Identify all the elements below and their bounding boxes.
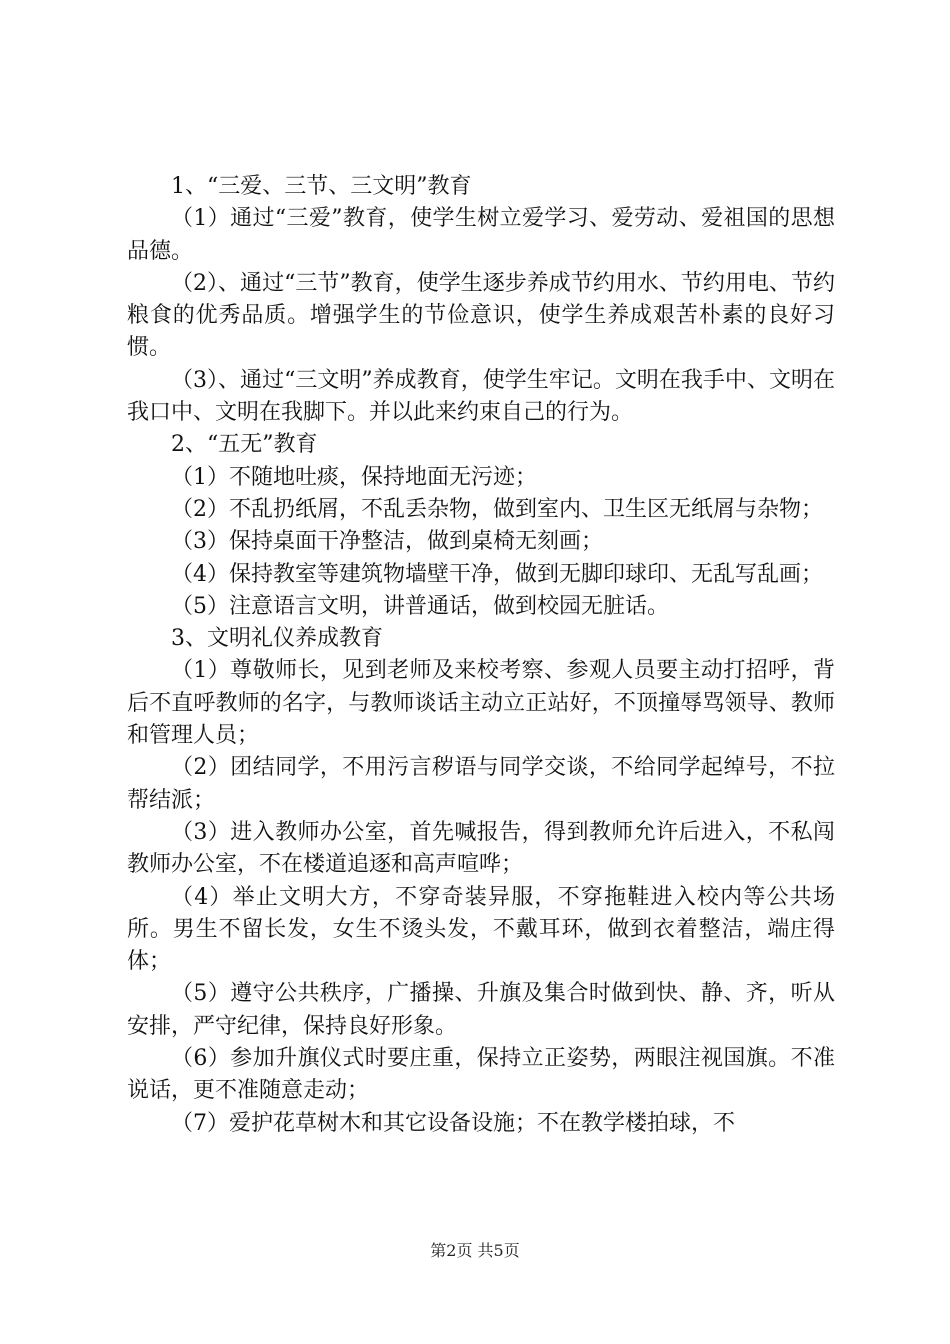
paragraph-1-3: （3）、通过“三文明”养成教育，使学生牢记。文明在我手中、文明在我口中、文明在我脚下。并以此来约束自己的行为。 xyxy=(127,367,835,426)
paragraph-2-1: （1）不随地吐痰，保持地面无污迹； xyxy=(171,464,537,490)
document-body xyxy=(127,171,835,1140)
paragraph-3-2: （2）团结同学，不用污言秽语与同学交谈，不给同学起绰号，不拉帮结派； xyxy=(127,755,835,813)
paragraph-3-3: （3）进入教师办公室，首先喊报告，得到教师允许后进入，不私闯教师办公室，不在楼道追逐和高声喧哗； xyxy=(127,819,835,878)
section-heading-3: 3、文明礼仪养成教育 xyxy=(171,626,383,652)
paragraph-1-1: （1）通过“三爱”教育，使学生树立爱学习、爱劳动、爱祖国的思想品德。 xyxy=(127,206,835,264)
paragraph-3-5: （5）遵守公共秩序，广播操、升旗及集合时做到快、静、齐，听从安排，严守纪律，保持良好形象。 xyxy=(127,981,835,1039)
paragraph-2-4: （4）保持教室等建筑物墙壁干净，做到无脚印球印、无乱写乱画； xyxy=(171,561,823,587)
paragraph-3-7: （7）爱护花草树木和其它设备设施；不在教学楼拍球，不 xyxy=(171,1110,735,1136)
paragraph-1-2: （2）、通过“三节”教育，使学生逐步养成节约用水、节约用电、节约粮食的优秀品质。增强学生的节俭意识，使学生养成艰苦朴素的良好习惯。 xyxy=(127,270,835,361)
paragraph-2-2: （2）不乱扔纸屑，不乱丢杂物，做到室内、卫生区无纸屑与杂物； xyxy=(171,496,823,522)
page-footer xyxy=(0,1241,950,1261)
page-number: 第2页 共5页 xyxy=(430,1241,520,1260)
paragraph-3-6: （6）参加升旗仪式时要庄重，保持立正姿势，两眼注视国旗。不准说话，更不准随意走动； xyxy=(127,1046,835,1104)
paragraph-3-1: （1）尊敬师长，见到老师及来校考察、参观人员要主动打招呼，背后不直呼教师的名字，与教师谈话主动立正站好，不顶撞辱骂领导、教师和管理人员； xyxy=(127,658,835,749)
section-heading-2: 2、“五无”教育 xyxy=(171,432,318,458)
paragraph-2-5: （5）注意语言文明，讲普通话，做到校园无脏话。 xyxy=(171,593,669,619)
paragraph-2-3: （3）保持桌面干净整洁，做到桌椅无刻画； xyxy=(171,529,603,555)
paragraph-3-4: （4）举止文明大方，不穿奇装异服，不穿拖鞋进入校内等公共场所。男生不留长发，女生不烫头发，不戴耳环，做到衣着整洁，端庄得体； xyxy=(127,884,835,975)
section-heading-1: 1、“三爱、三节、三文明”教育 xyxy=(171,174,472,199)
